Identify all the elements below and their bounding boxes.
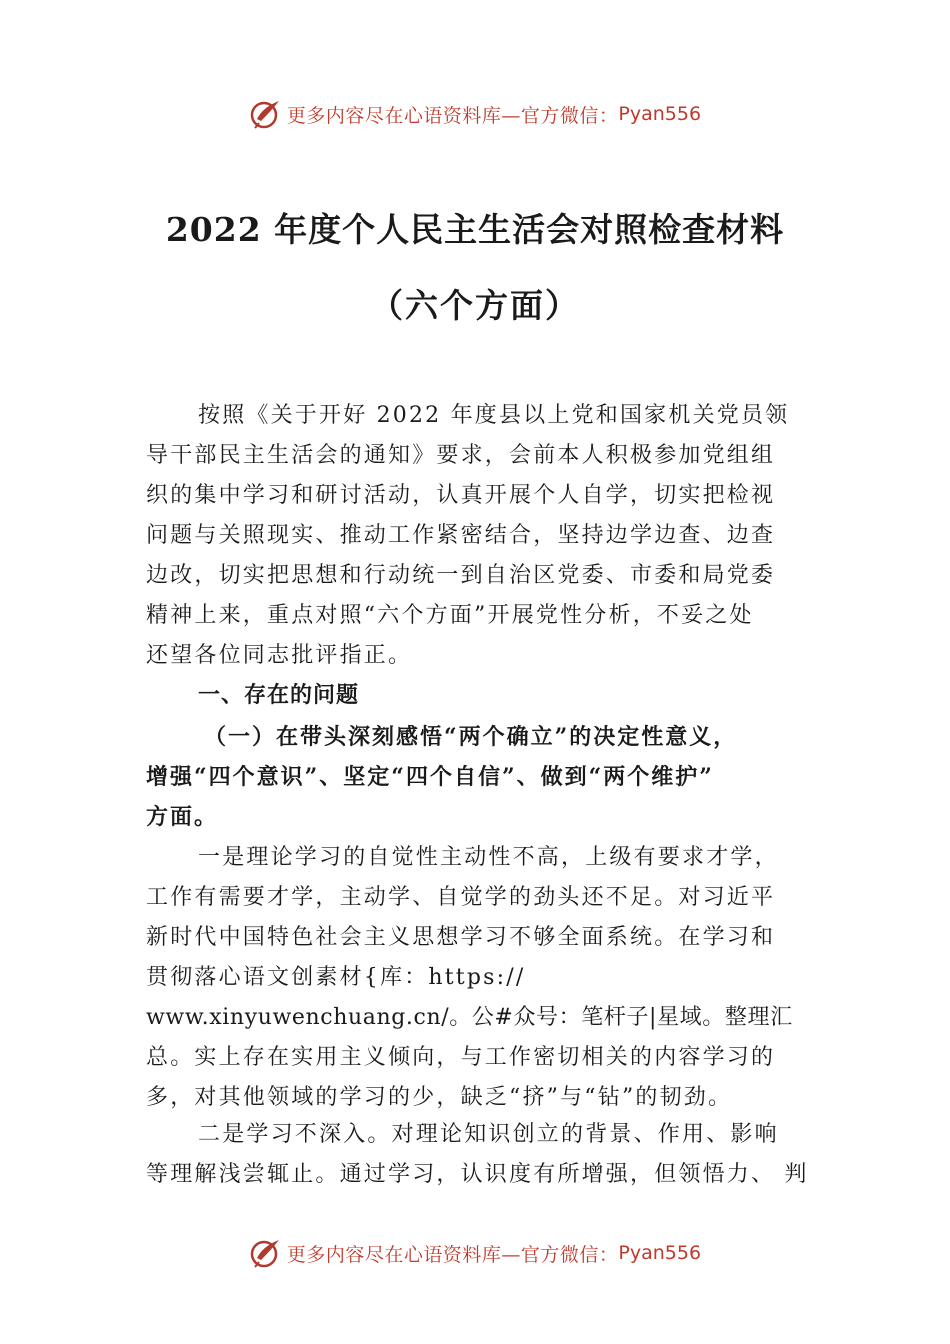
text-line: 二是学习不深入。对理论知识创立的背景、作用、影响: [198, 1122, 779, 1147]
section-heading: 一、存在的问题: [198, 683, 360, 708]
text-line: www.xinyuwenchuang.cn/。公#众号：笔杆子|星域。整理汇: [146, 1005, 793, 1030]
document-subtitle: （六个方面）: [370, 286, 580, 325]
text-line: 按照《关于开好 2022 年度县以上党和国家机关党员领: [198, 403, 790, 428]
banner-text: 更多内容尽在心语资料库—官方微信：: [286, 104, 619, 127]
quill-logo-icon: [249, 97, 283, 131]
banner-text: 更多内容尽在心语资料库—官方微信：: [286, 1243, 619, 1266]
text-line: 边改，切实把思想和行动统一到自治区党委、市委和局党委: [146, 563, 776, 588]
footer-banner: [0, 1233, 950, 1273]
text-line: 增强“四个意识”、坚定“四个自信”、做到“两个维护”: [146, 764, 714, 790]
text-line: 等理解浅尝辄止。通过学习，认识度有所增强，但领悟力、 判: [146, 1162, 809, 1187]
text-line: 多，对其他领域的学习的少，缺乏“挤”与“钻”的韧劲。: [146, 1085, 733, 1110]
text-line: 方面。: [146, 804, 219, 830]
point-two-paragraph: [146, 1115, 811, 1195]
text-line: 贯彻落心语文创素材{库：https://: [146, 965, 526, 990]
text-line: 新时代中国特色社会主义思想学习不够全面系统。在学习和: [146, 925, 776, 950]
subsection-heading: [146, 717, 811, 837]
text-line: 总。实上存在实用主义倾向，与工作密切相关的内容学习的: [146, 1045, 776, 1070]
text-line: 导干部民主生活会的通知》要求，会前本人积极参加党组组: [146, 443, 776, 468]
text-line: 织的集中学习和研讨活动，认真开展个人自学，切实把检视: [146, 483, 776, 508]
text-line: 还望各位同志批评指正。: [146, 643, 413, 668]
quill-logo-icon: [249, 1236, 283, 1270]
banner-wechat-id: Pyan556: [618, 1242, 702, 1264]
text-line: 一是理论学习的自觉性主动性不高，上级有要求才学，: [198, 845, 779, 870]
header-banner: [0, 94, 950, 134]
text-line: 工作有需要才学，主动学、自觉学的劲头还不足。对习近平: [146, 885, 776, 910]
banner-wechat-id: Pyan556: [618, 103, 702, 125]
document-title: 2022 年度个人民主生活会对照检查材料: [165, 210, 785, 249]
text-line: 精神上来，重点对照“六个方面”开展党性分析，不妥之处: [146, 603, 754, 628]
intro-paragraph: [146, 396, 811, 676]
point-one-paragraph: [146, 838, 811, 1118]
text-line: 问题与关照现实、推动工作紧密结合，坚持边学边查、边查: [146, 523, 776, 548]
text-line: （一）在带头深刻感悟“两个确立”的决定性意义，: [204, 724, 738, 750]
